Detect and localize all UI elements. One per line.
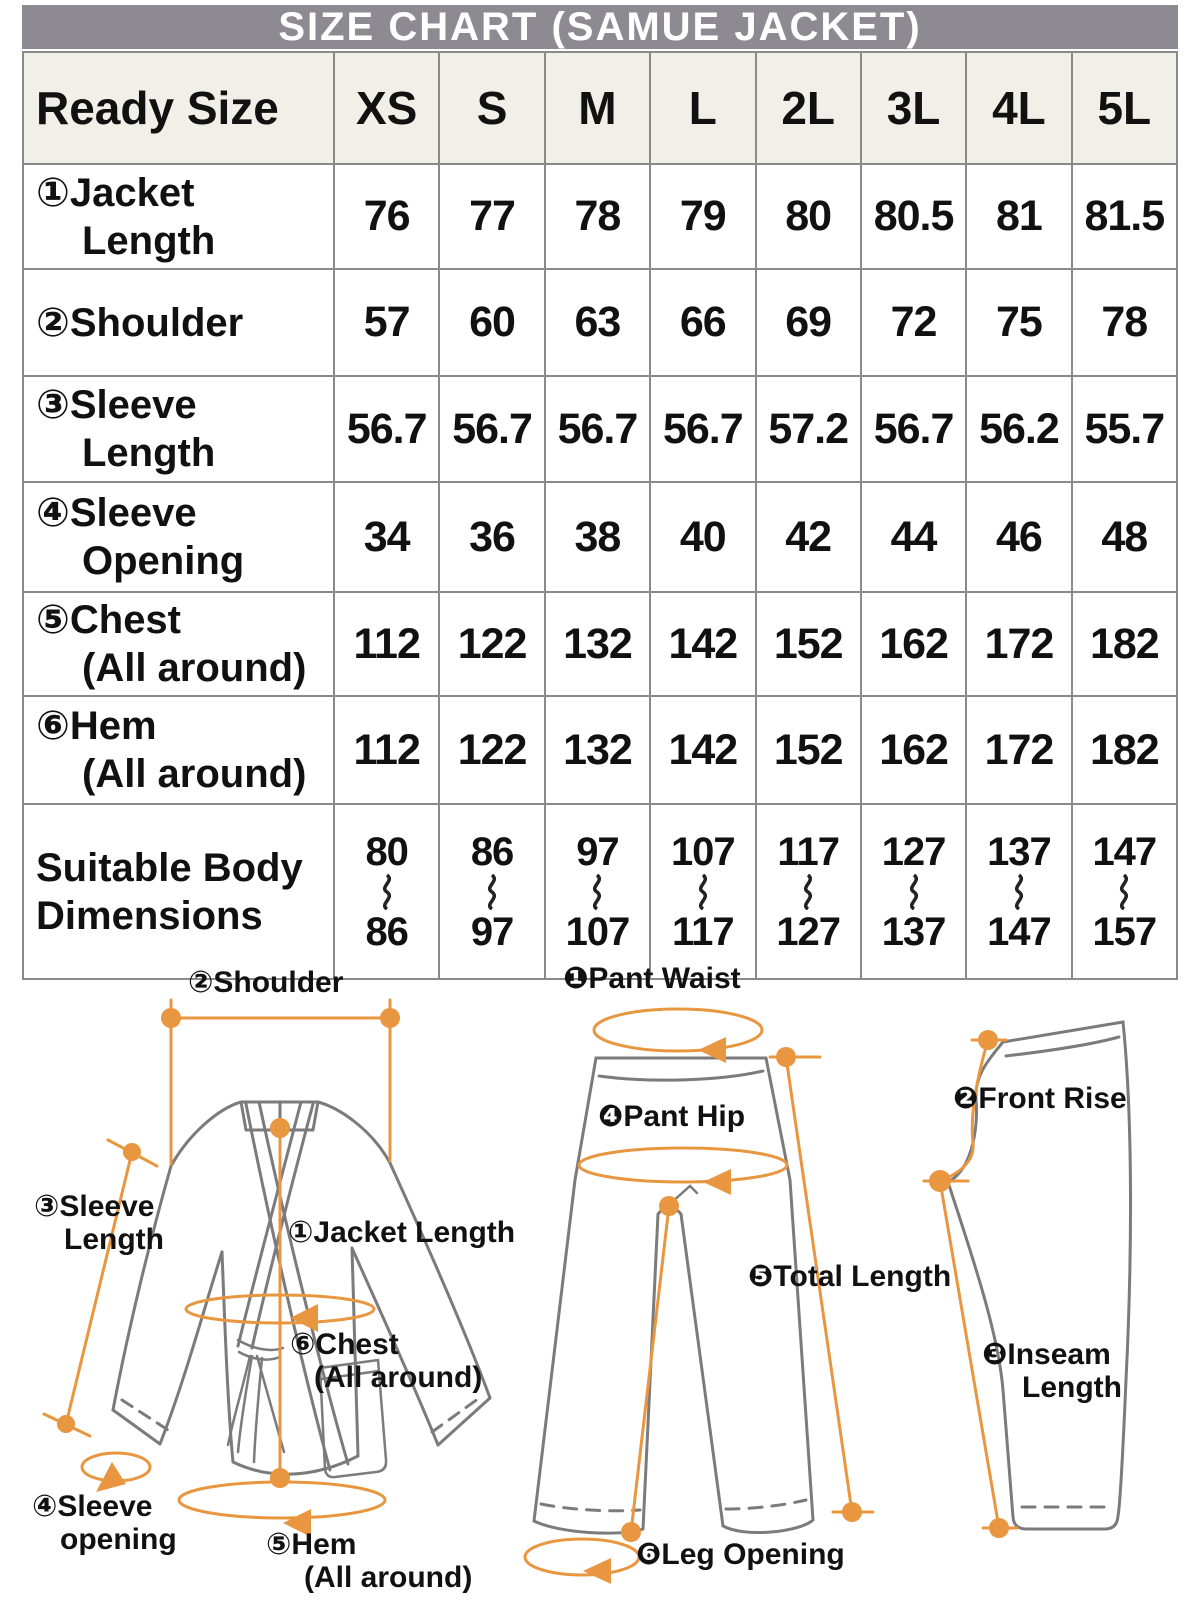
table-header-row (23, 52, 1177, 164)
value-cell: 72 (861, 269, 966, 376)
range-from: 107 (670, 829, 735, 874)
value-cell: 40 (650, 482, 755, 592)
row-label-line: ①Jacket (36, 170, 195, 215)
value-cell: 56.2 (966, 376, 1071, 482)
value-cell: 57 (334, 269, 439, 376)
value-cell: 57.2 (756, 376, 861, 482)
table-row (23, 482, 1177, 592)
value-cell: 152 (756, 592, 861, 696)
range-wave-dash (695, 874, 711, 910)
range-wave-dash (800, 874, 816, 910)
value-cell: 48 (1072, 482, 1177, 592)
value-cell: 162 (861, 696, 966, 804)
value-cell: 172 (966, 592, 1071, 696)
row-label-line: Length (82, 218, 216, 263)
range-to: 147 (987, 909, 1051, 954)
range-stack (547, 829, 648, 954)
garment-sketch (0, 960, 1200, 1600)
range-cell (966, 804, 1071, 979)
value-cell: 55.7 (1072, 376, 1177, 482)
range-wave-dash (379, 874, 395, 910)
value-cell: 60 (439, 269, 544, 376)
value-cell: 69 (756, 269, 861, 376)
value-cell: 63 (545, 269, 650, 376)
value-cell: 78 (1072, 269, 1177, 376)
range-stack (441, 829, 542, 954)
range-to: 86 (365, 909, 408, 954)
size-chart-title-text: SIZE CHART (SAMUE JACKET) (278, 4, 922, 49)
row-label-line: (All around) (82, 646, 307, 690)
range-stack (1074, 829, 1175, 954)
range-from: 97 (576, 829, 619, 874)
value-cell: 56.7 (334, 376, 439, 482)
value-cell: 172 (966, 696, 1071, 804)
value-cell: 80.5 (861, 164, 966, 269)
value-cell: 142 (650, 592, 755, 696)
measurement-diagram (0, 960, 1200, 1600)
label-sleeve-opening-line: opening (60, 1523, 177, 1556)
label-chest-line: ⑥Chest (290, 1328, 399, 1361)
range-stack (652, 829, 753, 954)
row-label-line: ③Sleeve (36, 383, 197, 427)
label-hem-line: ⑤Hem (266, 1528, 357, 1561)
range-from: 137 (987, 829, 1051, 874)
range-cell (334, 804, 439, 979)
range-to: 157 (1092, 909, 1157, 954)
label-shoulder-line: ②Shoulder (188, 966, 344, 999)
range-stack (336, 829, 437, 954)
table-row (23, 376, 1177, 482)
label-sleeve-opening-line: ④Sleeve (32, 1490, 153, 1523)
value-cell: 81 (966, 164, 1071, 269)
value-cell: 182 (1072, 696, 1177, 804)
row-label-line: Suitable Body (36, 845, 303, 890)
row-label-line: ⑥Hem (36, 704, 157, 748)
label-jacket-length-line: ①Jacket Length (288, 1216, 516, 1249)
size-chart-title (22, 5, 1178, 49)
range-wave-dash (1116, 874, 1132, 910)
label-front-rise (953, 1082, 1127, 1115)
range-from: 80 (365, 829, 408, 874)
range-wave-dash (1011, 874, 1027, 910)
row-label (23, 164, 334, 269)
value-cell: 56.7 (439, 376, 544, 482)
value-cell: 78 (545, 164, 650, 269)
range-cell (439, 804, 544, 979)
value-cell: 56.7 (650, 376, 755, 482)
size-column-header-L: L (650, 52, 755, 164)
label-leg-opening (636, 1538, 845, 1571)
range-to: 137 (881, 909, 946, 954)
value-cell: 56.7 (545, 376, 650, 482)
ready-size-header: Ready Size (23, 52, 334, 164)
row-label-line: ④Sleeve (36, 491, 197, 535)
range-cell (1072, 804, 1177, 979)
label-pant-waist-line: ❶Pant Waist (563, 962, 741, 995)
table-row (23, 164, 1177, 269)
value-cell: 112 (334, 592, 439, 696)
value-cell: 38 (545, 482, 650, 592)
range-cell (650, 804, 755, 979)
value-cell: 77 (439, 164, 544, 269)
label-total-length (748, 1260, 951, 1293)
label-sleeve-length-line: Length (64, 1223, 164, 1256)
measurement-dots (57, 1008, 1009, 1584)
size-column-header-5L: 5L (1072, 52, 1177, 164)
label-jacket-length (288, 1216, 515, 1249)
row-label (23, 269, 334, 376)
table-row (23, 696, 1177, 804)
label-sleeve-length (34, 1190, 164, 1256)
label-total-length-line: ❺Total Length (748, 1260, 952, 1293)
value-cell: 132 (545, 592, 650, 696)
row-label-line: (All around) (82, 752, 307, 796)
value-cell: 34 (334, 482, 439, 592)
label-front-rise-line: ❷Front Rise (953, 1082, 1127, 1115)
value-cell: 42 (756, 482, 861, 592)
value-cell: 80 (756, 164, 861, 269)
range-from: 86 (470, 829, 514, 874)
row-label (23, 804, 334, 979)
range-stack (968, 829, 1069, 954)
table-row (23, 269, 1177, 376)
row-label (23, 696, 334, 804)
range-to: 107 (565, 909, 630, 954)
row-label (23, 376, 334, 482)
value-cell: 75 (966, 269, 1071, 376)
label-hem-line: (All around) (304, 1561, 473, 1594)
range-wave-dash (589, 874, 605, 910)
table-row (23, 804, 1177, 979)
value-cell: 132 (545, 696, 650, 804)
row-label (23, 482, 334, 592)
row-label-line: Dimensions (36, 893, 263, 938)
size-column-header-S: S (439, 52, 544, 164)
row-label-line: ②Shoulder (36, 300, 244, 345)
value-cell: 182 (1072, 592, 1177, 696)
range-cell (861, 804, 966, 979)
label-pant-hip (598, 1100, 745, 1133)
label-leg-opening-line: ❻Leg Opening (636, 1538, 845, 1571)
range-to: 117 (672, 909, 734, 954)
value-cell: 122 (439, 696, 544, 804)
value-cell: 81.5 (1072, 164, 1177, 269)
label-pant-hip-line: ❹Pant Hip (598, 1100, 746, 1133)
range-wave-dash (906, 874, 922, 910)
label-sleeve-opening (32, 1490, 177, 1556)
range-to: 97 (470, 909, 514, 954)
value-cell: 44 (861, 482, 966, 592)
value-cell: 36 (439, 482, 544, 592)
size-column-header-3L: 3L (861, 52, 966, 164)
label-chest (290, 1328, 482, 1394)
label-inseam-length (982, 1338, 1122, 1404)
value-cell: 122 (439, 592, 544, 696)
value-cell: 162 (861, 592, 966, 696)
range-cell (545, 804, 650, 979)
range-stack (758, 829, 859, 954)
label-hem (266, 1528, 472, 1594)
label-shoulder (188, 966, 343, 999)
value-cell: 142 (650, 696, 755, 804)
size-column-header-M: M (545, 52, 650, 164)
size-column-header-XS: XS (334, 52, 439, 164)
size-column-header-2L: 2L (756, 52, 861, 164)
value-cell: 76 (334, 164, 439, 269)
range-from: 147 (1092, 829, 1157, 874)
row-label-line: ⑤Chest (36, 598, 181, 642)
range-from: 127 (881, 829, 946, 874)
label-sleeve-length-line: ③Sleeve (34, 1190, 155, 1223)
range-stack (863, 829, 964, 954)
row-label-line: Opening (82, 539, 245, 583)
row-label (23, 592, 334, 696)
label-pant-waist (563, 962, 741, 995)
range-to: 127 (776, 909, 841, 954)
label-inseam-length-line: Length (1022, 1371, 1122, 1404)
range-cell (756, 804, 861, 979)
value-cell: 66 (650, 269, 755, 376)
value-cell: 79 (650, 164, 755, 269)
label-inseam-length-line: ❸Inseam (982, 1338, 1111, 1371)
value-cell: 46 (966, 482, 1071, 592)
label-chest-line: (All around) (314, 1361, 483, 1394)
row-label-line: Length (82, 431, 216, 475)
size-chart-table (22, 51, 1178, 980)
value-cell: 56.7 (861, 376, 966, 482)
value-cell: 112 (334, 696, 439, 804)
range-from: 117 (777, 829, 839, 874)
table-row (23, 592, 1177, 696)
range-wave-dash (484, 874, 500, 910)
value-cell: 152 (756, 696, 861, 804)
size-column-header-4L: 4L (966, 52, 1071, 164)
